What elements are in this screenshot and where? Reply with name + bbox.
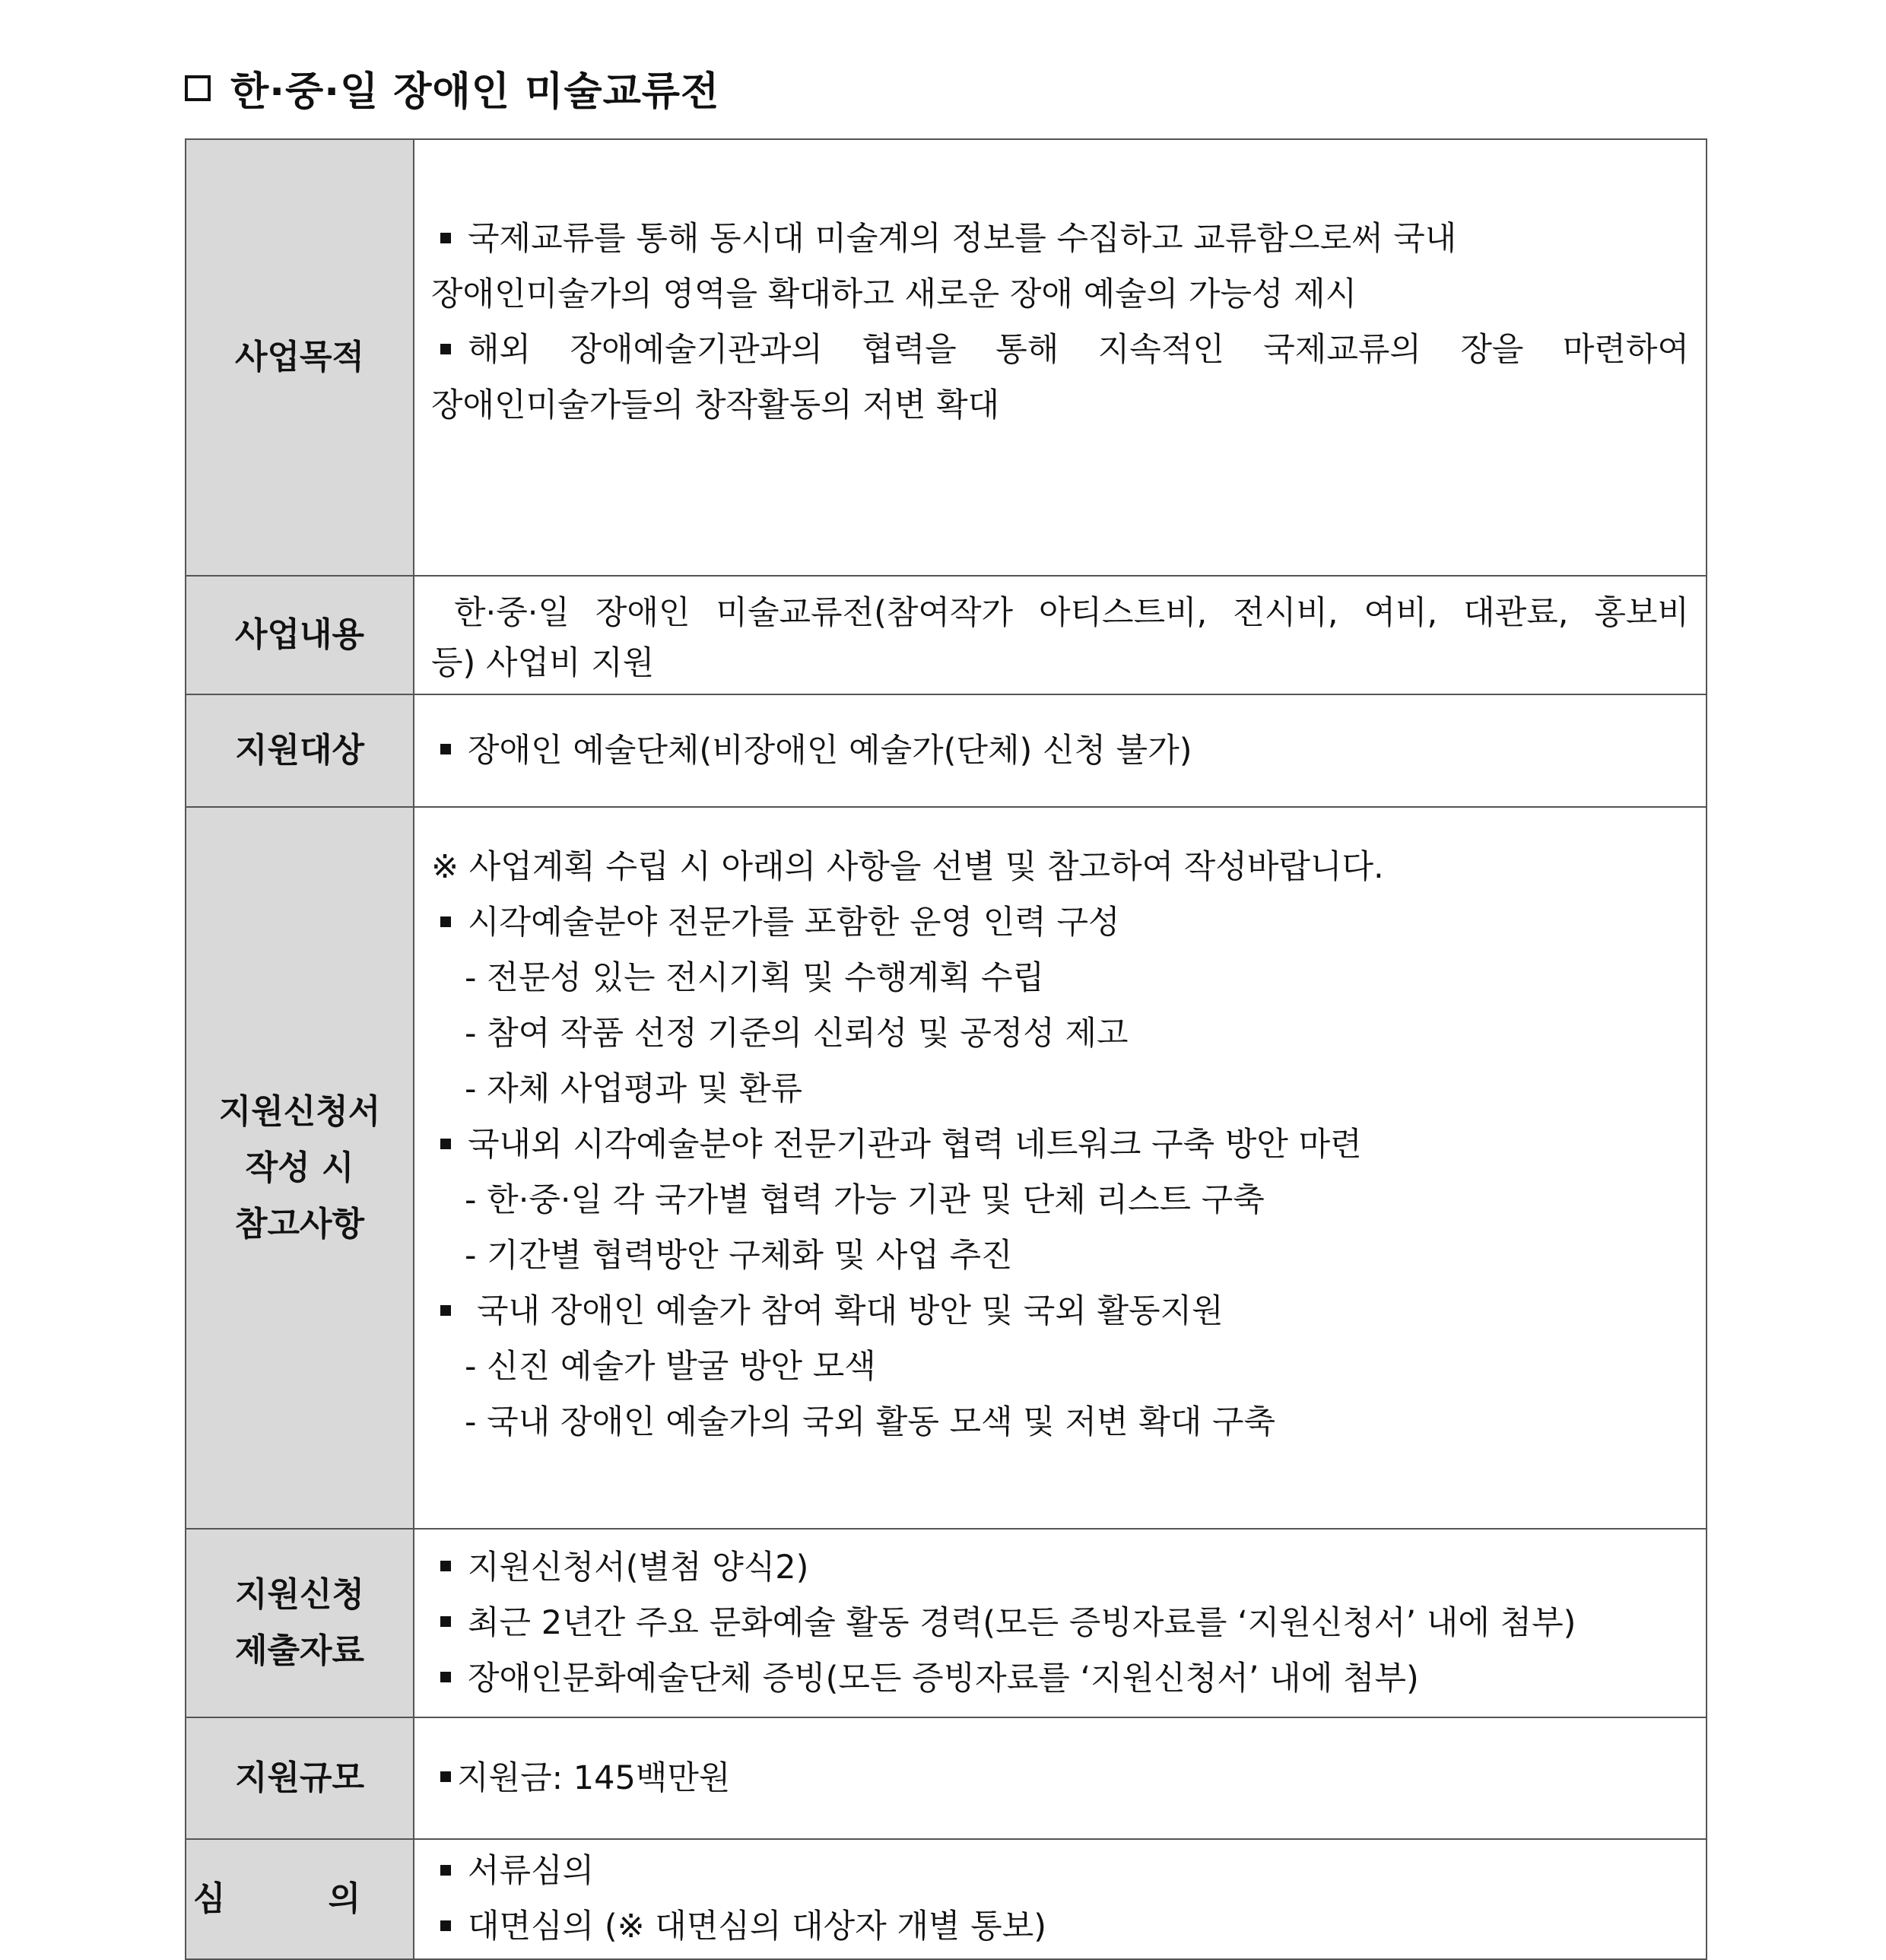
checkbox-square-icon xyxy=(185,75,211,101)
review-line-2: 대면심의 (※ 대면심의 대상자 개별 통보) xyxy=(431,1899,1689,1955)
row-label-review: 심 의 xyxy=(186,1839,414,1959)
notes-line-3: - 전문성 있는 전시기획 및 수행계획 수립 xyxy=(465,959,1045,997)
table-row-purpose xyxy=(186,139,1707,576)
square-bullet-icon xyxy=(440,1561,451,1571)
row-content-target xyxy=(414,694,1707,807)
row-label-notes: 지원신청서 작성 시 참고사항 xyxy=(186,807,414,1529)
square-bullet-icon xyxy=(440,1672,451,1682)
notes-line-4: - 참여 작품 선정 기준의 신뢰성 및 공정성 제고 xyxy=(465,1015,1129,1053)
square-bullet-icon xyxy=(440,344,451,354)
info-table xyxy=(185,138,1707,1960)
square-bullet-icon xyxy=(440,1771,451,1782)
docs-line-2: 최근 2년간 주요 문화예술 활동 경력(모든 증빙자료를 ‘지원신청서’ 내에 첨부) xyxy=(431,1596,1689,1651)
row-content-scale xyxy=(414,1717,1707,1839)
square-bullet-icon xyxy=(440,1616,451,1627)
table-row-review xyxy=(186,1839,1707,1959)
notes-line-5: - 자체 사업평과 및 환류 xyxy=(465,1070,803,1108)
row-content-content xyxy=(414,576,1707,694)
square-bullet-icon xyxy=(440,1305,451,1316)
section-title-text: 한·중·일 장애인 미술교류전 xyxy=(230,69,720,115)
notes-line-9: 국내 장애인 예술가 참여 확대 방안 및 국외 활동지원 xyxy=(431,1284,1689,1339)
notes-line-2: 시각예술분야 전문가를 포함한 운영 인력 구성 xyxy=(431,895,1689,951)
square-bullet-icon xyxy=(440,1920,451,1931)
row-content-review xyxy=(414,1839,1707,1959)
square-bullet-icon xyxy=(440,1865,451,1876)
square-bullet-icon xyxy=(440,1139,451,1149)
row-label-purpose: 사업목적 xyxy=(186,139,414,576)
notes-line-8: - 기간별 협력방안 구체화 및 사업 추진 xyxy=(465,1237,1013,1275)
purpose-line-1: 국제교류를 통해 동시대 미술계의 정보를 수집하고 교류함으로써 국내 xyxy=(431,211,1689,267)
docs-line-3: 장애인문화예술단체 증빙(모든 증빙자료를 ‘지원신청서’ 내에 첨부) xyxy=(431,1651,1689,1707)
table-row-target xyxy=(186,694,1707,807)
notes-line-6: 국내외 시각예술분야 전문기관과 협력 네트워크 구축 방안 마련 xyxy=(431,1117,1689,1173)
section-title xyxy=(185,59,719,116)
target-line-1: 장애인 예술단체(비장애인 예술가(단체) 신청 불가) xyxy=(431,723,1689,779)
docs-line-1: 지원신청서(별첨 양식2) xyxy=(431,1540,1689,1596)
scale-line-1: 지원금: 145백만원 xyxy=(431,1751,1689,1806)
table-row-content xyxy=(186,576,1707,694)
square-bullet-icon xyxy=(440,916,451,927)
purpose-line-2: 장애인미술가의 영역을 확대하고 새로운 장애 예술의 가능성 제시 xyxy=(431,275,1357,313)
purpose-line-3: 해외 장애예술기관과의 협력을 통해 지속적인 국제교류의 장을 마련하여 xyxy=(431,322,1689,378)
review-line-1: 서류심의 xyxy=(431,1844,1689,1899)
content-line-2: 등) 사업비 지원 xyxy=(431,643,655,682)
table-row-docs xyxy=(186,1529,1707,1717)
content-line-1: 한·중·일 장애인 미술교류전(참여작가 아티스트비, 전시비, 여비, 대관료, 홍보비 xyxy=(454,593,1689,632)
notes-line-1: ※ 사업계획 수립 시 아래의 사항을 선별 및 참고하여 작성바랍니다. xyxy=(431,848,1384,886)
notes-line-11: - 국내 장애인 예술가의 국외 활동 모색 및 저변 확대 구축 xyxy=(465,1403,1276,1441)
table-row-scale xyxy=(186,1717,1707,1839)
row-label-target: 지원대상 xyxy=(186,694,414,807)
row-label-scale: 지원규모 xyxy=(186,1717,414,1839)
square-bullet-icon xyxy=(440,744,451,754)
row-content-notes xyxy=(414,807,1707,1529)
row-content-purpose xyxy=(414,139,1707,576)
purpose-line-4: 장애인미술가들의 창작활동의 저변 확대 xyxy=(431,386,1000,424)
row-content-docs xyxy=(414,1529,1707,1717)
row-label-docs: 지원신청 제출자료 xyxy=(186,1529,414,1717)
table-row-notes xyxy=(186,807,1707,1529)
square-bullet-icon xyxy=(440,233,451,243)
row-label-content: 사업내용 xyxy=(186,576,414,694)
notes-line-10: - 신진 예술가 발굴 방안 모색 xyxy=(465,1348,876,1386)
notes-line-7: - 한·중·일 각 국가별 협력 가능 기관 및 단체 리스트 구축 xyxy=(465,1181,1265,1219)
